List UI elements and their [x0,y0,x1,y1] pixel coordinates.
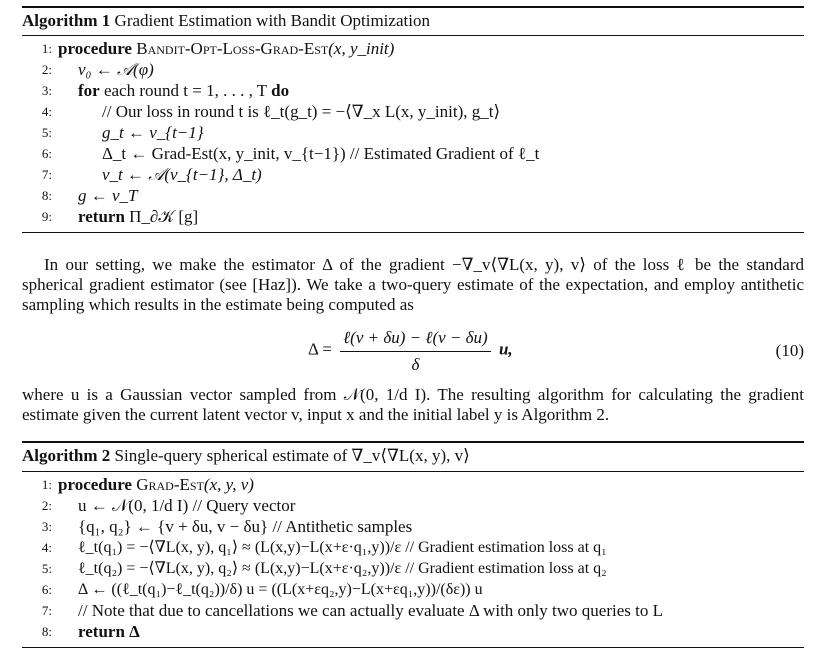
algorithm-2-caption [22,443,804,470]
line-code [58,475,254,495]
line-code: g_t ← v_{t−1} [102,123,204,143]
line-number: 8: [41,623,52,639]
line-number: 1: [41,476,52,492]
line-code: v₀ ← 𝒜(φ) [78,60,154,80]
equation-10 [22,323,804,379]
algo-line [22,165,804,186]
line-number: 7: [41,167,52,183]
line-number: 3: [41,518,52,534]
line-code: // Our loss in round t is ℓ_t(g_t) = −⟨∇_x L(x, y_init), g_t⟩ [102,102,501,122]
algo-line [22,102,804,123]
algo-line [22,496,804,517]
line-code [78,622,140,642]
algorithm-1 [22,6,804,233]
line-code: u ← 𝒩(0, 1/d I) // Query vector [78,495,296,515]
algo-line [22,580,804,601]
equation-fraction [340,327,491,375]
keyword: return [78,621,125,641]
algo-line [22,60,804,81]
caption-text: Single-query spherical estimate of ∇_v⟨∇L(x, y), v⟩ [114,446,470,466]
algo-line [22,559,804,580]
return-value: Δ [129,621,140,641]
line-number: 5: [41,125,52,141]
paragraph-1: In our setting, we make the estimator Δ of the gradient −∇_v⟨∇L(x, y), v⟩ of the loss ℓ be the standard spherical gradient estimator (see [Haz]). We take a two-query estimate of the expectation, and employ antithetic sampling which results in the estimate being computed as [22,255,804,315]
line-number: 4: [41,104,52,120]
keyword: do [271,81,290,101]
equation-numerator: ℓ(v + δu) − ℓ(v − δu) [340,327,491,351]
algo-line [22,123,804,144]
line-code [58,39,394,59]
algo-line [22,601,804,622]
keyword: return [78,207,125,227]
procedure-args: (x, y, v) [203,474,254,494]
equation-lhs: Δ = [308,340,332,360]
line-code [78,81,289,101]
line-number: 4: [41,539,52,555]
line-number: 5: [41,560,52,576]
line-code: v_t ← 𝒜(v_{t−1}, Δ_t) [102,165,262,185]
line-code: ℓ_t(q₂) = −⟨∇L(x, y), q₂⟩ ≈ (L(x,y)−L(x+ε·q₂,y))/ε // Gradient estimation loss at q₂ [78,559,607,577]
algo-line [22,517,804,538]
line-code: // Note that due to cancellations we can actually evaluate Δ with only two queries to L [78,600,663,620]
paragraph-2: where u is a Gaussian vector sampled from 𝒩(0, 1/d I). The resulting algorithm for calculating the gradient estimate given the current latent vector v, input x and the initial label y is Algorithm 2. [22,385,804,425]
line-number: 6: [41,581,52,597]
algo-line [22,207,804,228]
keyword: procedure [58,39,132,59]
algo-line [22,475,804,496]
line-number: 1: [41,41,52,57]
equation-body [308,327,513,375]
procedure-name: Bandit-Opt-Loss-Grad-Est [136,39,329,59]
return-value: Π_∂𝒦 [g] [129,207,199,227]
caption-text: Gradient Estimation with Bandit Optimization [114,11,430,30]
keyword: procedure [58,474,132,494]
line-number: 6: [41,146,52,162]
line-code: Δ ← ((ℓ_t(q₁)−ℓ_t(q₂))/δ) u = ((L(x+εq₂,y)−L(x+εq₁,y))/(δε)) u [78,580,483,598]
algorithm-2-lines [22,472,804,647]
algorithm-2 [22,441,804,647]
keyword: for [78,81,100,101]
loop-text: each round t = 1, . . . , T [103,81,267,101]
line-code [78,207,198,227]
line-number: 2: [41,497,52,513]
algo-line [22,81,804,102]
page [22,6,804,648]
equation-rhs: u, [498,340,513,360]
body-text [22,255,804,315]
procedure-args: (x, y_init) [328,39,395,59]
algo-line [22,538,804,559]
algorithm-1-caption [22,8,804,35]
line-code: {q₁, q₂} ← {v + δu, v − δu} // Antithetic samples [78,516,413,536]
line-number: 8: [41,188,52,204]
line-code: g ← v_T [78,186,138,206]
caption-label: Algorithm 2 [22,446,111,466]
bottom-rule [22,232,804,233]
line-number: 7: [41,602,52,618]
algo-line [22,186,804,207]
line-code: ℓ_t(q₁) = −⟨∇L(x, y), q₁⟩ ≈ (L(x,y)−L(x+ε·q₁,y))/ε // Gradient estimation loss at q₁ [78,538,607,556]
equation-denominator: δ [411,354,420,374]
algorithm-1-lines [22,36,804,232]
body-text-2 [22,385,804,425]
algo-line [22,39,804,60]
algo-line [22,144,804,165]
line-number: 2: [41,62,52,78]
caption-label: Algorithm 1 [22,11,111,30]
equation-number: (10) [775,341,804,361]
line-code: Δ_t ← Grad-Est(x, y_init, v_{t−1}) // Estimated Gradient of ℓ_t [102,144,540,164]
line-number: 3: [41,83,52,99]
algo-line [22,622,804,643]
procedure-name: Grad-Est [136,474,204,494]
line-number: 9: [41,209,52,225]
